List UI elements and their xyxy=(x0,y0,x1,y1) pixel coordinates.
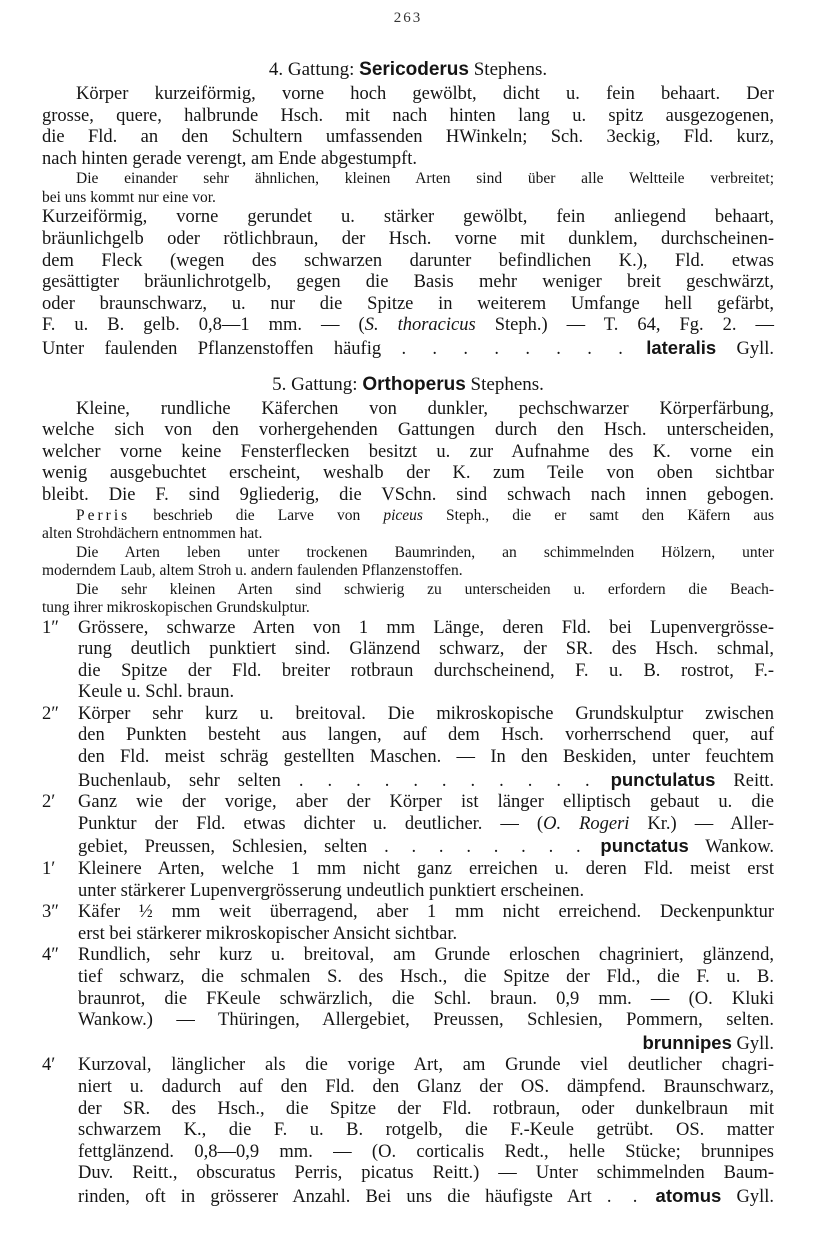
perris-note xyxy=(42,507,774,544)
genus-author: Stephens. xyxy=(473,59,548,80)
genus-label: Gattung: xyxy=(291,373,358,395)
line-part: beschrieb die Larve von xyxy=(130,506,384,524)
line-part: gebiet, Preussen, Schlesien, selten xyxy=(78,837,368,858)
genus-note xyxy=(42,170,774,207)
genus-name: Sericoderus xyxy=(359,59,469,80)
text-line: Duv. Reitt., obscuratus Perris, picatus Reitt.) — Unter schimmelnden Baum- xyxy=(78,1163,774,1184)
text-line: schwarzem K., die F. u. B. rotgelb, die F.-Keule getrübt. OS. matter xyxy=(78,1120,774,1141)
synonym: S. thoracicus xyxy=(364,315,476,336)
text-line: grosse, quere, halbrunde Hsch. mit nach hinten lang u. spitz ausgezogenen, xyxy=(42,105,774,126)
key-couplet-4b xyxy=(42,1055,774,1208)
text-line: moderndem Laub, altem Stroh u. andern faulenden Pflanzenstoffen. xyxy=(42,562,463,579)
species-name: lateralis xyxy=(646,336,717,358)
species-author: Gyll. xyxy=(736,1033,774,1054)
couplet-number: 2′ xyxy=(42,792,56,813)
couplet-number: 1″ xyxy=(42,617,59,638)
genus-description xyxy=(42,399,774,507)
text-line xyxy=(78,769,774,793)
author-name: Perris xyxy=(76,506,131,524)
species-author: Gyll. xyxy=(736,1186,775,1207)
leader-dots: . . . . . . . . xyxy=(384,837,584,858)
couplet-number: 4′ xyxy=(42,1055,56,1076)
text-line: die Spitze der Fld. breiter rotbraun durchscheinend, F. u. B. rostrot, F.- xyxy=(78,660,774,681)
leader-dots: . . . . . . . . . . . xyxy=(298,770,593,791)
text-line: Ganz wie der vorige, aber der Körper ist länger elliptisch gebaut u. die xyxy=(78,792,774,813)
text-line: fettglänzend. 0,8—0,9 mm. — (O. corticalis Redt., helle Stücke; brunnipes xyxy=(78,1141,774,1162)
text-line xyxy=(42,507,774,526)
text-line xyxy=(78,814,774,836)
text-line: bräunlichgelb oder rötlichbraun, der Hsch. vorne mit dunklem, durchscheinen- xyxy=(42,228,774,249)
text-line: dem Fleck (wegen des schwarzen darunter befindlichen K.), Fld. etwas xyxy=(42,250,774,271)
text-line xyxy=(78,1032,774,1056)
line-part: Steph.) — T. 64, Fg. 2. — xyxy=(475,315,774,336)
key-couplet-2b xyxy=(42,792,774,859)
text-line: die Fld. an den Schultern umfassenden HWinkeln; Sch. 3eckig, Fld. kurz, xyxy=(42,127,774,148)
text-line xyxy=(78,1185,774,1209)
difficulty-note xyxy=(42,581,774,618)
text-line: alten Strohdächern entnommen hat. xyxy=(42,525,263,542)
species-ref: piceus xyxy=(383,506,423,524)
text-line: Kleine, rundliche Käferchen von dunkler, pechschwarzer Körperfärbung, xyxy=(76,398,774,419)
couplet-number: 3″ xyxy=(42,902,59,923)
line-part: Steph., die er samt den Käfern aus xyxy=(422,506,774,524)
text-line: der SR. des Hsch., die Spitze der Fld. rotbraun, oder dunkelbraun mit xyxy=(78,1098,774,1119)
text-line: nach hinten gerade verengt, am Ende abgestumpft. xyxy=(42,148,417,169)
text-line: Die einander sehr ähnlichen, kleinen Arten sind über alle Weltteile verbreitet; xyxy=(76,170,774,188)
key-couplet-1b xyxy=(42,859,774,902)
line-part: Kr.) — Aller- xyxy=(629,813,774,834)
text-line: niert u. dadurch auf den Fld. den Glanz der OS. dämpfend. Braunschwarz, xyxy=(78,1076,774,1097)
synonym: O. Rogeri xyxy=(543,813,630,834)
text-line: Kurzoval, länglicher als die vorige Art, am Grunde viel deutlicher chagri- xyxy=(78,1055,774,1076)
text-line: bei uns kommt nur eine vor. xyxy=(42,188,216,206)
couplet-number: 1′ xyxy=(42,859,56,880)
text-line: wenig ausgebuchtet erscheint, weshalb der K. zum Teile von oben sichtbar xyxy=(42,463,774,484)
page-number: 263 xyxy=(393,10,423,26)
text-line: Keule u. Schl. braun. xyxy=(78,682,235,703)
text-line: Rundlich, sehr kurz u. breitoval, am Grunde erloschen chagriniert, glänzend, xyxy=(78,945,774,966)
text-line: tung ihrer mikroskopischen Grundskulptur. xyxy=(42,599,310,616)
genus-description xyxy=(42,84,774,170)
text-line xyxy=(78,835,774,859)
line-part: rinden, oft in grösserer Anzahl. Bei uns die häufigste Art xyxy=(78,1186,592,1207)
habitat-note xyxy=(42,544,774,581)
couplet-number: 2″ xyxy=(42,703,59,724)
text-line xyxy=(42,337,774,361)
genus-number: 5. xyxy=(272,373,287,395)
key-couplet-4a xyxy=(42,945,774,1055)
leader-dots: . . . . . . . . xyxy=(401,338,626,359)
species-entry-lateralis xyxy=(42,207,774,360)
species-author: Gyll. xyxy=(736,338,774,359)
species-name: punctulatus xyxy=(610,768,716,790)
species-name: brunnipes xyxy=(642,1031,732,1053)
text-line: Grössere, schwarze Arten von 1 mm Länge, deren Fld. bei Lupenvergrösse- xyxy=(78,617,774,638)
genus-author: Stephens. xyxy=(470,373,544,395)
text-line: welcher vorne keine Fensterflecken besitzt u. zur Aufnahme des K. vorne ein xyxy=(42,441,774,462)
couplet-number: 4″ xyxy=(42,945,59,966)
text-line: Wankow.) — Thüringen, Allergebiet, Preussen, Schlesien, Pommern, selten. xyxy=(78,1010,774,1031)
text-line: Körper sehr kurz u. breitoval. Die mikroskopische Grundskulptur zwischen xyxy=(78,703,774,724)
text-line: gesättigter bräunlichrotgelb, gegen die Basis mehr weniger breit geschwärzt, xyxy=(42,272,774,293)
text-line: erst bei stärkerer mikroskopischer Ansicht sichtbar. xyxy=(78,923,458,944)
text-line: oder braunschwarz, u. nur die Spitze in weiterem Umfange hell gefärbt, xyxy=(42,293,774,314)
text-line: Die Arten leben unter trockenen Baumrinden, an schimmelnden Hölzern, unter xyxy=(76,543,774,561)
text-line: den Punkten besteht aus langen, auf dem Hsch. vorherrschend quer, auf xyxy=(78,725,774,746)
species-author: Reitt. xyxy=(733,770,775,791)
leader-dots: . . xyxy=(606,1186,641,1207)
text-line: braunrot, die FKeule schwärzlich, die Schl. braun. 0,9 mm. — (O. Kluki xyxy=(78,988,774,1009)
text-line: den Fld. meist schräg gestellten Maschen. — In den Beskiden, unter feuchtem xyxy=(78,747,774,768)
genus-heading-sericoderus xyxy=(42,58,774,82)
line-part: F. u. B. gelb. 0,8—1 mm. — ( xyxy=(42,315,365,336)
genus-heading-orthoperus xyxy=(42,373,774,397)
key-couplet-3a xyxy=(42,902,774,945)
genus-number: 4. xyxy=(268,59,284,80)
line-part: Punktur der Fld. etwas dichter u. deutlicher. — ( xyxy=(78,813,544,834)
key-couplet-2a xyxy=(42,704,774,792)
genus-label: Gattung: xyxy=(287,59,355,80)
text-line: unter stärkerer Lupenvergrösserung undeutlich punktiert erscheinen. xyxy=(78,880,585,901)
text-line: welche sich von den vorhergehenden Gattungen durch den Hsch. unterscheiden, xyxy=(42,420,774,441)
text-line: Käfer ½ mm weit überragend, aber 1 mm nicht erreichend. Deckenpunktur xyxy=(78,902,774,923)
text-line: Kleinere Arten, welche 1 mm nicht ganz erreichen u. deren Fld. meist erst xyxy=(78,859,774,880)
genus-name: Orthoperus xyxy=(362,373,466,395)
text-line: Körper kurzeiförmig, vorne hoch gewölbt, dicht u. fein behaart. Der xyxy=(76,84,774,104)
text-line: rung deutlich punktiert sind. Glänzend schwarz, der SR. des Hsch. schmal, xyxy=(78,639,774,660)
line-part: Buchenlaub, sehr selten xyxy=(78,770,281,791)
text-line: Kurzeiförmig, vorne gerundet u. stärker gewölbt, fein anliegend behaart, xyxy=(42,207,774,228)
species-author: Wankow. xyxy=(705,837,775,858)
line-part: Unter faulenden Pflanzenstoffen häufig xyxy=(42,338,382,359)
text-line: Die sehr kleinen Arten sind schwierig zu unterscheiden u. erfordern die Beach- xyxy=(76,580,774,598)
text-line: tief schwarz, die schmalen S. des Hsch., die Spitze der Fld., die F. u. B. xyxy=(78,967,774,987)
species-name: atomus xyxy=(655,1184,722,1206)
species-name: punctatus xyxy=(600,835,689,857)
key-couplet-1a xyxy=(42,618,774,704)
text-line xyxy=(42,315,774,337)
text-line: bleibt. Die F. sind 9gliederig, die VSchn. sind schwach nach innen gebogen. xyxy=(42,484,774,505)
